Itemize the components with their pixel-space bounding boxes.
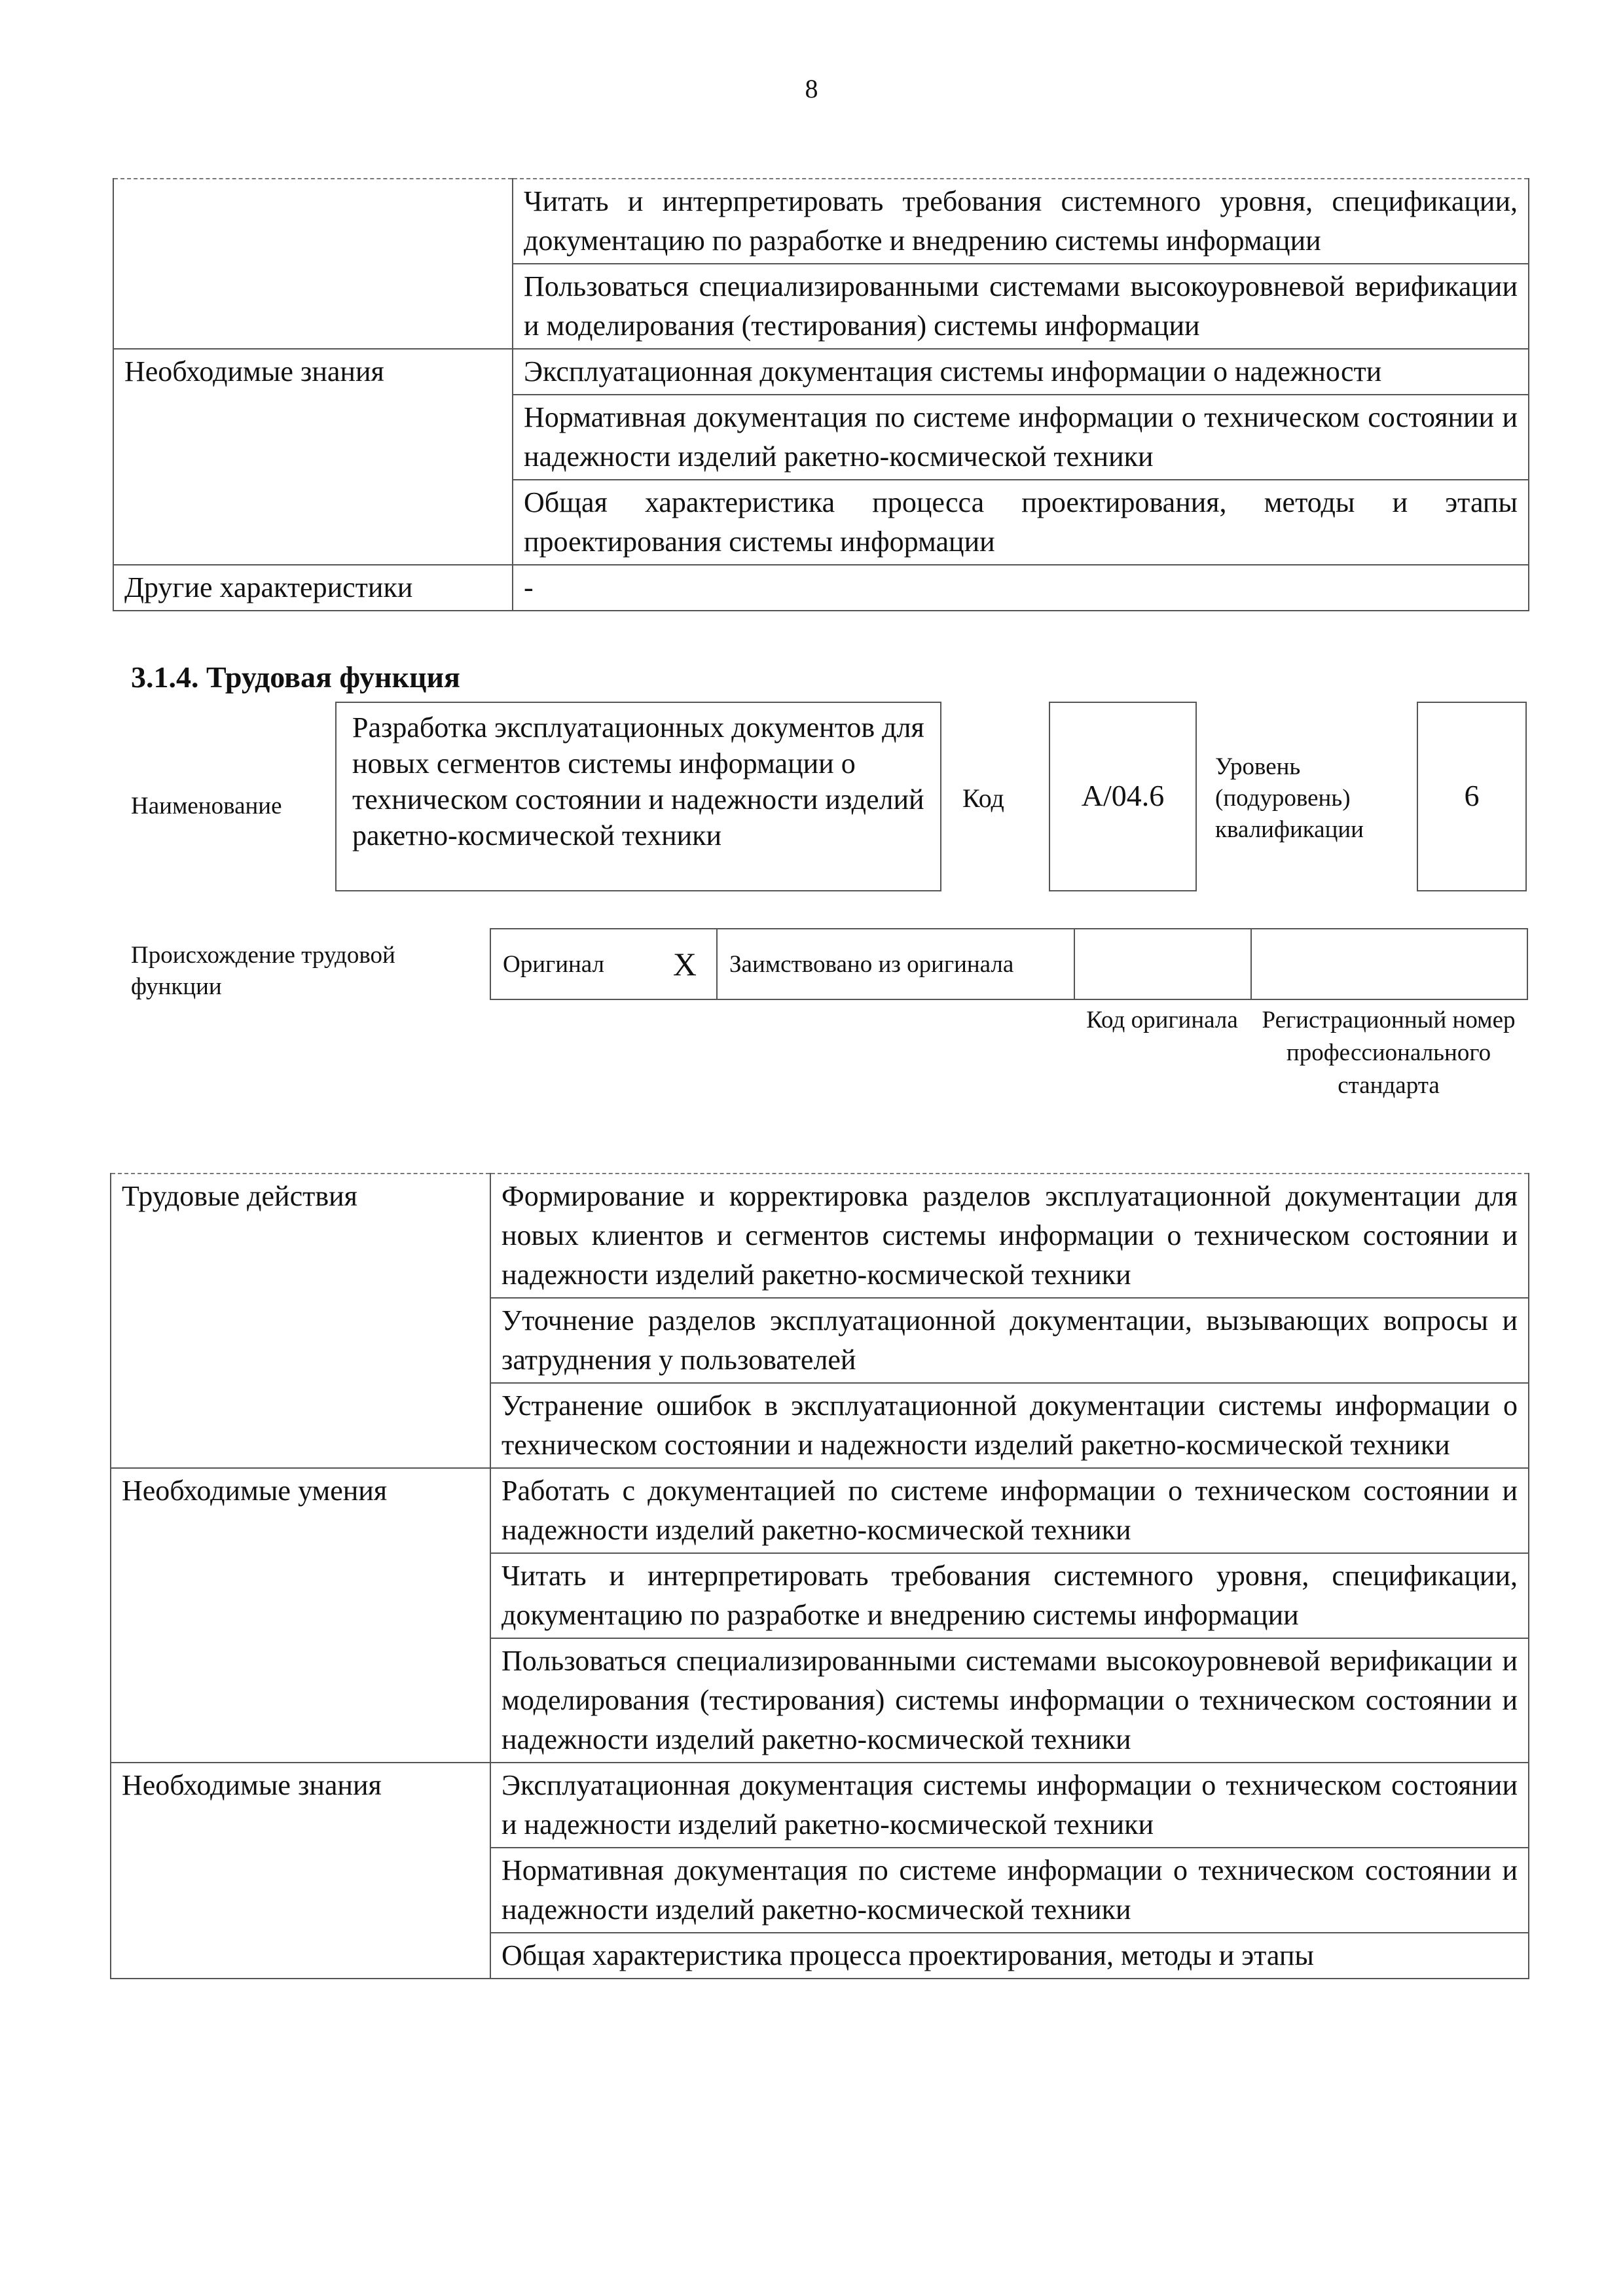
table-row	[111, 1174, 1529, 1298]
table-cell: Устранение ошибок в эксплуатационной документации системы информации о техническом состоянии и надежности изделий ракетно-космической техники	[490, 1383, 1529, 1468]
name-label: Наименование	[131, 793, 282, 819]
table-cell: Эксплуатационная документация системы информации о надежности	[513, 349, 1529, 395]
table-cell: Формирование и корректировка разделов эксплуатационной документации для новых клиентов и сегментов системы информации о техническом состоянии и надежности изделий ракетно-космической техники	[490, 1174, 1529, 1298]
table-cell: Эксплуатационная документация системы информации о техническом состоянии и надежности изделий ракетно-космической техники	[490, 1763, 1529, 1848]
page-number: 8	[805, 74, 818, 103]
origin-borrowed-label: Заимствовано из оригинала	[729, 950, 1014, 978]
table-cell: Нормативная документация по системе информации о техническом состоянии и надежности изделий ракетно-космической техники	[490, 1848, 1529, 1933]
origin-borrowed-cell	[716, 928, 1074, 1000]
table-cell: Пользоваться специализированными системами высокоуровневой верификации и моделирования (тестирования) системы информации о техническом состоянии и надежности изделий ракетно-космической техники	[490, 1638, 1529, 1763]
origin-mark: X	[672, 946, 697, 982]
table-cell: Читать и интерпретировать требования системного уровня, спецификации, документацию по разработке и внедрению системы информации	[490, 1553, 1529, 1638]
table-cell: Читать и интерпретировать требования системного уровня, спецификации, документацию по разработке и внедрению системы информации	[513, 179, 1529, 264]
table-row	[111, 1468, 1529, 1553]
row-label: Другие характеристики	[113, 565, 513, 611]
row-label	[113, 179, 513, 349]
row-label: Необходимые знания	[111, 1763, 490, 1979]
table-row	[113, 349, 1529, 395]
code-label: Код	[962, 783, 1004, 813]
top-requirements-table	[113, 178, 1529, 611]
function-name-box: Разработка эксплуатационных документов для новых сегментов системы информации о техническом состоянии и надежности изделий ракетно-космической техники	[335, 702, 941, 891]
table-cell: Нормативная документация по системе информации о техническом состоянии и надежности изделий ракетно-космической техники	[513, 395, 1529, 480]
caption-original-code: Код оригинала	[1086, 1007, 1238, 1033]
labor-function-table	[110, 1173, 1529, 1979]
table-cell: Работать с документацией по системе информации о техническом состоянии и надежности изделий ракетно-космической техники	[490, 1468, 1529, 1553]
origin-row	[490, 928, 1528, 1000]
row-label: Необходимые умения	[111, 1468, 490, 1763]
code-value-box: A/04.6	[1049, 702, 1197, 891]
table-cell: Пользоваться специализированными системами высокоуровневой верификации и моделирования (тестирования) системы информации	[513, 264, 1529, 349]
origin-original-cell	[490, 928, 716, 1000]
origin-label: Происхождение трудовой функции	[131, 942, 395, 1000]
row-label: Трудовые действия	[111, 1174, 490, 1468]
table-cell: Общая характеристика процесса проектирования, методы и этапы	[490, 1933, 1529, 1979]
origin-original-label: Оригинал	[503, 950, 605, 978]
original-code-cell	[1074, 928, 1250, 1000]
table-cell: -	[513, 565, 1529, 611]
table-row	[111, 1763, 1529, 1848]
level-value-box: 6	[1417, 702, 1527, 891]
registration-number-cell	[1250, 928, 1528, 1000]
level-label: Уровень (подуровень) квалификации	[1215, 753, 1364, 843]
section-heading: 3.1.4. Трудовая функция	[131, 660, 460, 694]
table-cell: Уточнение разделов эксплуатационной документации, вызывающих вопросы и затруднения у пользователей	[490, 1298, 1529, 1383]
caption-registration-number: Регистрационный номер профессионального стандарта	[1262, 1007, 1516, 1099]
table-row	[113, 179, 1529, 264]
table-row	[113, 565, 1529, 611]
row-label: Необходимые знания	[113, 349, 513, 565]
table-cell: Общая характеристика процесса проектирования, методы и этапы проектирования системы информации	[513, 480, 1529, 565]
